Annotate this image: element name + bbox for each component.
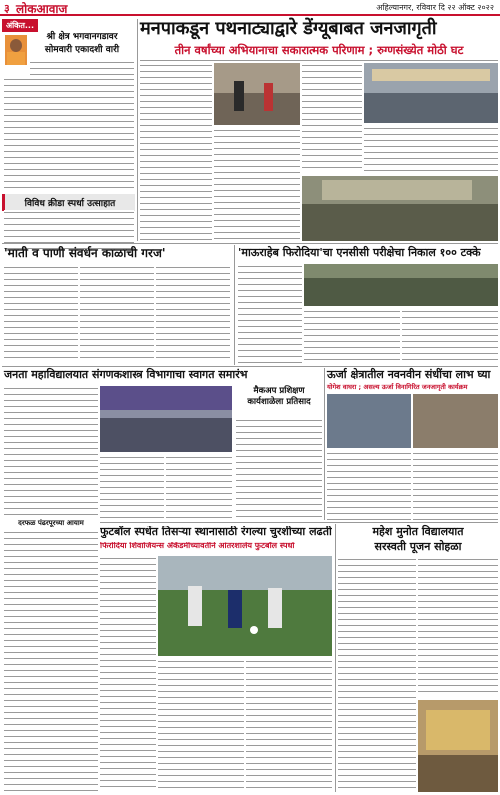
puja-people [418, 755, 498, 792]
mahesh-text-2 [418, 557, 498, 697]
photo-performer [234, 81, 244, 111]
player-2 [228, 590, 242, 628]
photo-crowd [214, 93, 300, 125]
water-story-text-1 [4, 265, 78, 363]
column-divider [137, 19, 138, 241]
water-story-headline: 'माती व पाणी संवर्धन काळाची गरज' [4, 246, 166, 260]
mahesh-text-1 [338, 557, 416, 792]
computer-dept-text-3 [166, 455, 232, 520]
mahesh-headline: महेश मुनोत विद्यालयात [372, 525, 464, 538]
portrait-body [7, 52, 25, 65]
main-story-col1 [140, 63, 212, 241]
football-text-3 [246, 659, 332, 792]
column-divider-4 [335, 524, 336, 792]
row-divider-3 [100, 522, 498, 523]
photo-wall [322, 180, 472, 200]
stage-backdrop [100, 386, 232, 410]
profile-line2: सोमवारी एकादशी वारी [44, 45, 120, 55]
makeup-headline: मैकअप प्रशिक्षण कार्यशाळेला प्रतिसाद [247, 386, 311, 407]
section-tag: अंकित... [2, 19, 38, 32]
portrait-photo [5, 35, 27, 65]
energy-photo-2 [413, 394, 498, 448]
left-article-text [4, 77, 134, 191]
row-divider-1 [2, 243, 498, 244]
ncc-story-text-1 [238, 264, 302, 364]
main-headline: मनपाकडून पथनाट्याद्वारे डेंग्यूबाबत जनजागृती [140, 18, 437, 39]
row-divider-2 [2, 366, 498, 367]
main-story-col4 [364, 126, 498, 173]
photo-performer-2 [264, 83, 273, 111]
portrait-head [10, 39, 22, 52]
dapoli-headline: दरफळ पंढरपूरच्या आयाम [18, 519, 84, 527]
football-sky [158, 556, 332, 590]
computer-dept-text-2 [100, 455, 164, 520]
football-text-2 [158, 659, 244, 792]
left-column [2, 19, 135, 219]
column-divider-2 [234, 245, 235, 365]
photo-banner [372, 69, 490, 81]
dateline: अहिल्यानगर, रविवार दि २२ ऑक्ट २०२२ [376, 3, 494, 12]
makeup-text [236, 418, 322, 520]
students-photo [302, 176, 498, 241]
column-divider-3 [324, 368, 325, 520]
main-story-col2 [214, 128, 300, 241]
saraswati-photo [418, 700, 498, 792]
football-text-1 [100, 556, 156, 792]
computer-dept-headline: जनता महाविद्यालयात संगणकशास्त्र विभागाचा स्वागत समारंभ [4, 368, 248, 381]
puja-stage [426, 710, 490, 750]
football-headline: फुटबॉल स्पर्धेत तिसऱ्या स्थानासाठी रंगल्या चुरशीच्या लढती [100, 526, 332, 538]
stage-people [100, 418, 232, 452]
photo-people [364, 93, 498, 123]
football-photo [158, 556, 332, 656]
player-3 [268, 588, 282, 628]
ncc-story-headline: 'माऊराहेब फिरोदिया'चा एनसीसी परीक्षेचा निकाल १०० टक्के [238, 246, 481, 259]
page-header [0, 0, 500, 16]
main-story-col3 [302, 63, 362, 173]
headline-rule [140, 60, 498, 61]
profile-body-text [30, 60, 134, 76]
ncc-photo [304, 264, 498, 306]
computer-dept-photo [100, 386, 232, 452]
sports-heading: विविध क्रीडा स्पर्धा उत्साहात [2, 194, 135, 211]
computer-dept-text-1 [4, 386, 98, 516]
street-play-photo [214, 63, 300, 125]
ncc-cadets [304, 278, 498, 306]
energy-headline: ऊर्जा क्षेत्रातील नवनवीन संधींचा लाभ घ्या [327, 368, 491, 381]
mahesh-headline-2: सरस्वती पूजन सोहळा [374, 540, 462, 553]
page-number: ३ [4, 2, 10, 15]
profile-name: श्री क्षेत्र भगवानगडावर [46, 32, 118, 42]
player-1 [188, 586, 202, 626]
energy-subheadline: योगेश वाघरा ; असल्य ऊर्जा विनागिरित जनजागृती कार्यक्रम [327, 383, 468, 391]
ncc-story-text-3 [402, 309, 498, 365]
sub-headline: तीन वर्षांच्या अभियानाचा सकारात्मक परिणाम ; रुग्णसंख्येत मोठी घट [174, 43, 464, 57]
energy-photo-1 [327, 394, 411, 448]
energy-text-2 [413, 451, 498, 520]
sports-text [4, 210, 134, 250]
football-subheadline: फिरोदिया शिवाजियन्स अ‍ॅकॅडमीच्यावतीने आंतरशालेय फुटबॉल स्पर्धा [100, 542, 295, 550]
football-ball [250, 626, 258, 634]
photo-group [302, 204, 498, 241]
water-story-text-3 [156, 265, 230, 363]
newspaper-brand: लोकआवाज [16, 2, 68, 16]
awareness-photo [364, 63, 498, 123]
dapoli-text [4, 530, 98, 792]
water-story-text-2 [80, 265, 154, 363]
ncc-story-text-2 [304, 309, 400, 365]
energy-text-1 [327, 451, 411, 520]
